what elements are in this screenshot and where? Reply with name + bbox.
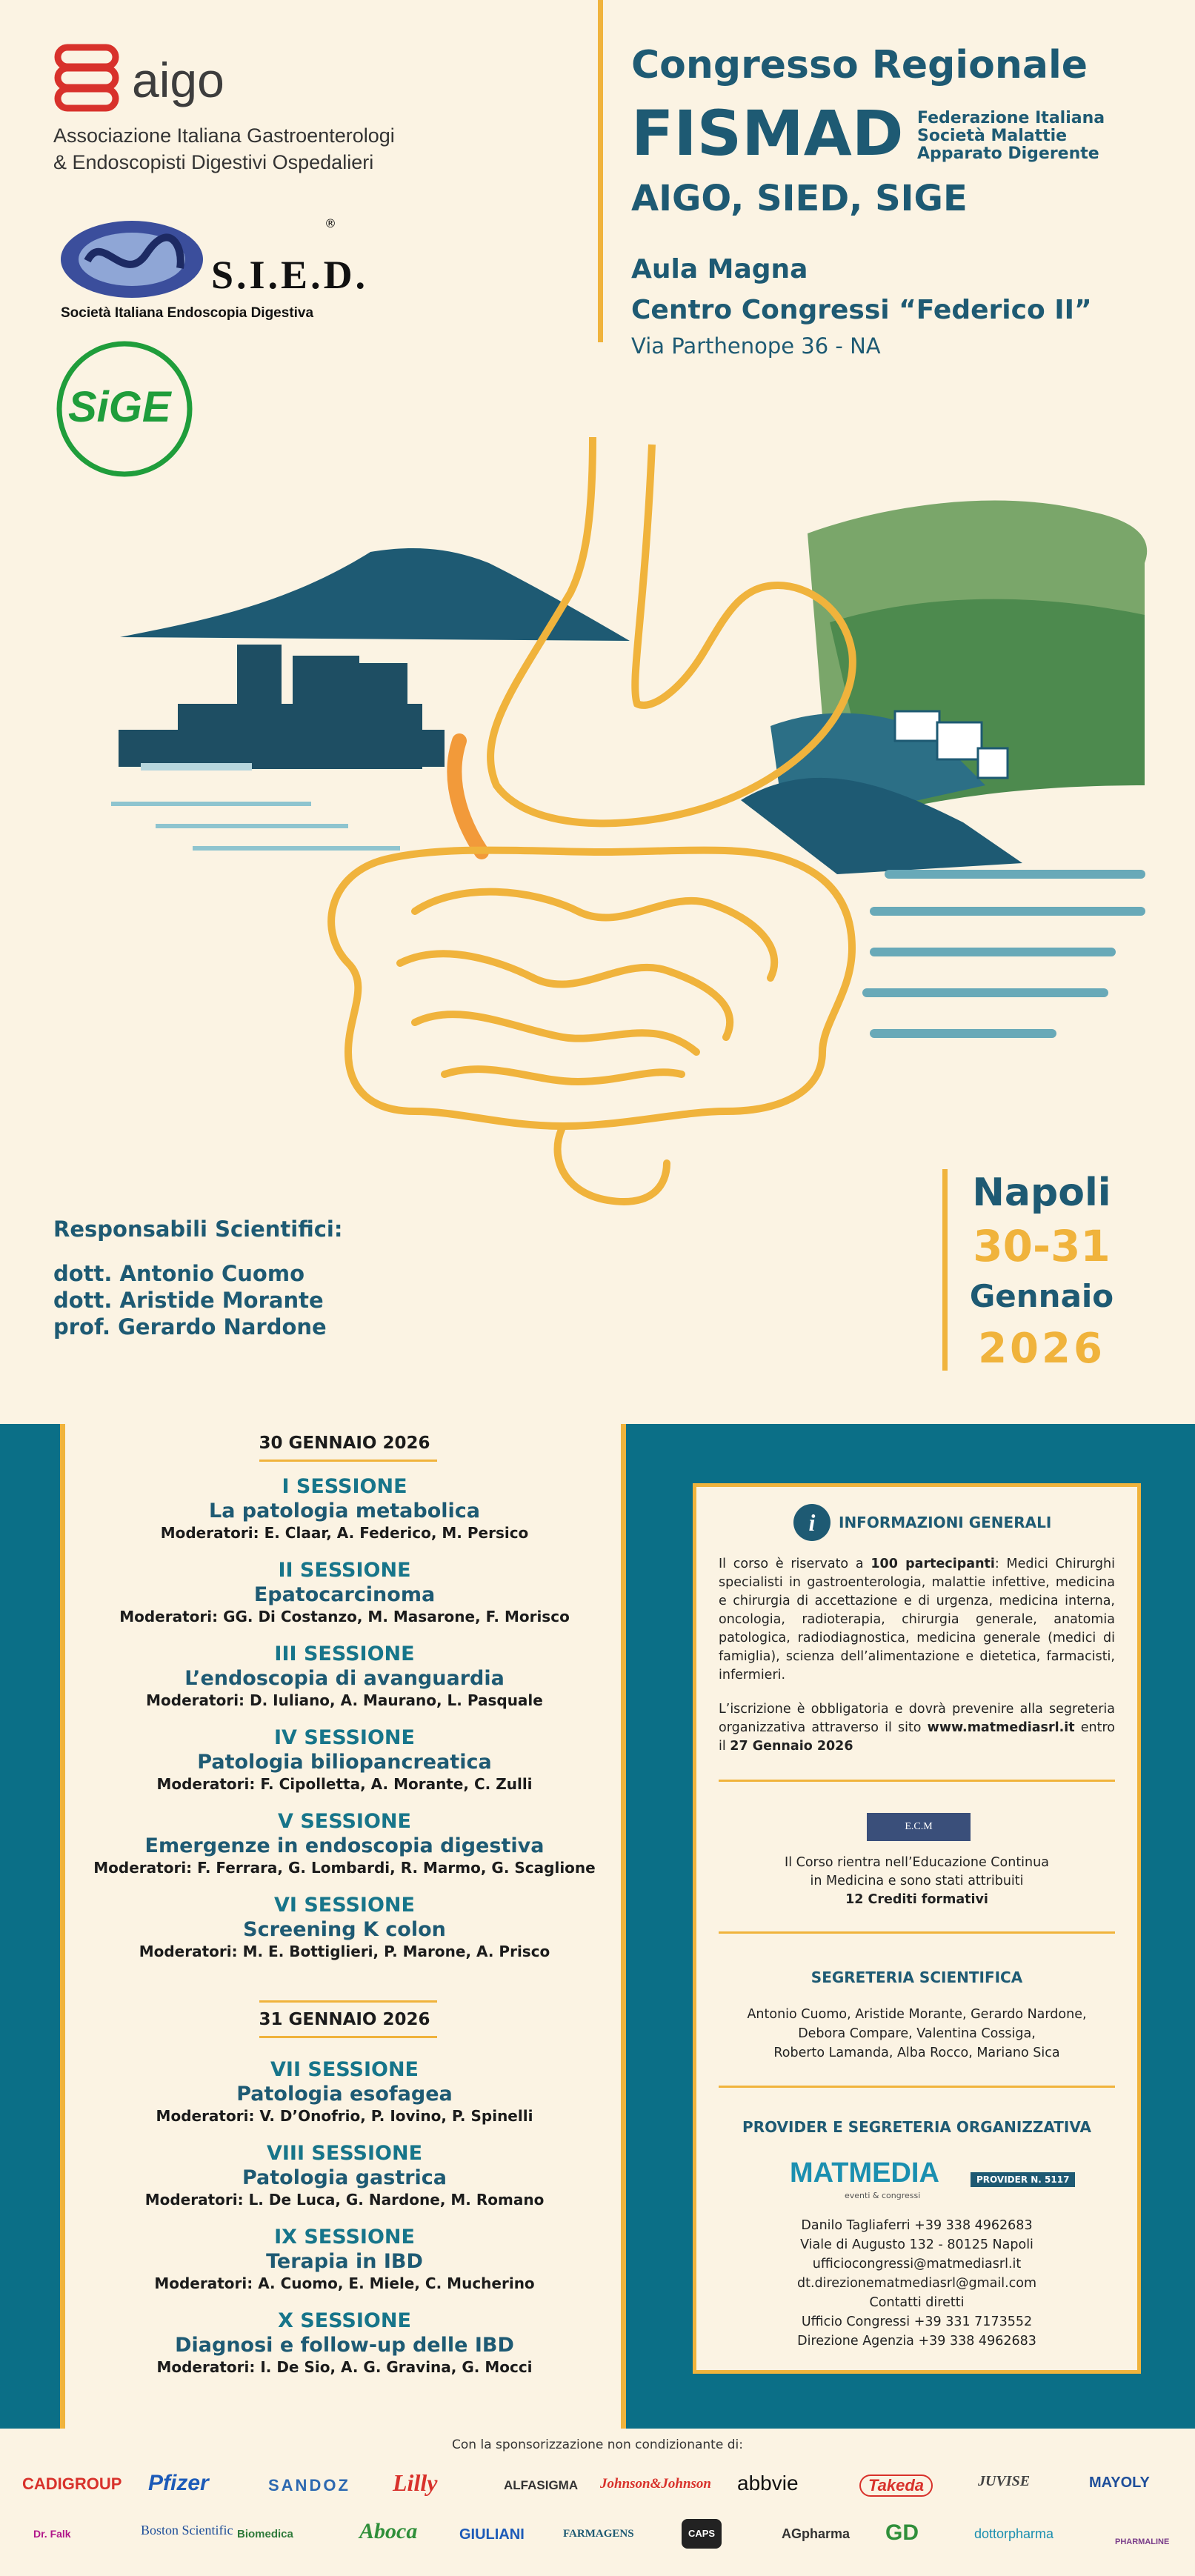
sponsor-logo: ALFASIGMA <box>504 2478 579 2492</box>
water-right-icon <box>867 874 1141 1034</box>
castle-icon <box>119 645 445 771</box>
date-year: 2026 <box>978 1325 1105 1373</box>
sponsor-logo: Takeda <box>859 2475 933 2497</box>
fismad-line1: Federazione Italiana <box>917 109 1105 127</box>
session-title: La patologia metabolica <box>208 1500 481 1522</box>
sponsor-logo: Lilly <box>393 2469 438 2496</box>
header-divider <box>598 0 603 342</box>
date-month: Gennaio <box>969 1278 1114 1314</box>
sponsor-logo: AGpharma <box>782 2526 851 2541</box>
info-paragraph-2: L’iscrizione è obbligatoria e dovrà prevenire alla segreteria organizzativa attraverso il sito www.matmediasrl.it entro il 27 Gennaio 2026 <box>719 1702 1115 1754</box>
responsabili-heading: Responsabili Scientifici: <box>53 1217 343 1242</box>
ecm-credits: 12 Crediti formativi <box>845 1892 988 1907</box>
session-number: IV SESSIONE <box>274 1726 415 1749</box>
sponsors-heading: Con la sponsorizzazione non condizionante di: <box>452 2437 743 2452</box>
session-title: Diagnosi e follow-up delle IBD <box>175 2334 514 2357</box>
digestive-system-illustration <box>0 370 1195 1222</box>
fismad-expansion <box>917 110 1105 163</box>
session-number: V SESSIONE <box>278 1810 411 1833</box>
sponsor-logo: JUVISE <box>978 2473 1031 2489</box>
session-title: Patologia biliopancreatica <box>197 1751 492 1774</box>
session-10 <box>65 2309 624 2377</box>
provider-badge: PROVIDER N. 5117 <box>971 2172 1075 2187</box>
venue-line1: Aula Magna <box>631 254 808 284</box>
sponsor-logo: Johnson&Johnson <box>600 2476 711 2492</box>
water-left-icon <box>111 804 400 848</box>
contact-line: Ufficio Congressi +39 331 7173552 <box>801 2314 1033 2329</box>
contact-line: Contatti diretti <box>869 2295 965 2310</box>
session-title: Patologia esofagea <box>236 2083 453 2106</box>
fismad-title: FISMAD <box>631 97 904 170</box>
svg-text:i: i <box>808 1509 816 1536</box>
info-panel <box>693 1483 1141 2374</box>
session-moderators: Moderatori: D. Iuliano, A. Maurano, L. Pasquale <box>146 1691 543 1709</box>
segreteria-line3: Roberto Lamanda, Alba Rocco, Mariano Sica <box>773 2046 1060 2060</box>
segreteria-line2: Debora Compare, Valentina Cossiga, <box>798 2026 1036 2041</box>
session-title: Screening K colon <box>243 1918 446 1941</box>
session-moderators: Moderatori: F. Cipolletta, A. Morante, C. Zulli <box>156 1775 533 1793</box>
session-2 <box>65 1558 624 1626</box>
session-4 <box>65 1725 624 1794</box>
ecm-line2: in Medicina e sono stati attribuiti <box>810 1874 1024 1888</box>
session-number: II SESSIONE <box>278 1559 411 1582</box>
session-number: VIII SESSIONE <box>266 2142 423 2165</box>
contact-line: ufficiocongressi@matmediasrl.it <box>812 2257 1022 2272</box>
session-number: X SESSIONE <box>278 2309 411 2332</box>
session-number: I SESSIONE <box>282 1475 407 1498</box>
sied-emblem-icon <box>58 216 206 302</box>
session-moderators: Moderatori: L. De Luca, G. Nardone, M. Romano <box>144 2191 545 2209</box>
aigo-subtitle-line1: Associazione Italiana Gastroenterologi <box>53 124 395 147</box>
session-moderators: Moderatori: E. Claar, A. Federico, M. Persico <box>160 1524 529 1542</box>
session-8 <box>65 2141 624 2209</box>
date-divider <box>942 1169 948 1371</box>
session-title: Patologia gastrica <box>242 2166 447 2189</box>
session-moderators: Moderatori: F. Ferrara, G. Lombardi, R. Marmo, G. Scaglione <box>93 1859 596 1877</box>
sied-wordmark: S.I.E.D. <box>211 253 369 297</box>
info-rule-3 <box>719 2086 1115 2088</box>
sponsor-logo: SANDOZ <box>268 2476 350 2495</box>
session-1 <box>65 1474 624 1542</box>
session-title: L’endoscopia di avanguardia <box>184 1667 505 1690</box>
sponsor-logo: Dr. Falk <box>33 2528 71 2540</box>
provider-title: PROVIDER E SEGRETERIA ORGANIZZATIVA <box>742 2118 1091 2136</box>
day2-rule-bottom <box>259 2036 437 2038</box>
fismad-line3: Apparato Digerente <box>917 144 1099 163</box>
aigo-mark-icon <box>52 43 122 113</box>
sponsor-logo: dottorpharma <box>974 2526 1054 2541</box>
aigo-wordmark: aigo <box>132 53 224 107</box>
responsabile-1: dott. Antonio Cuomo <box>53 1261 304 1286</box>
sponsor-logo: CAPS <box>682 2519 722 2549</box>
contact-line: Danilo Tagliaferri +39 338 4962683 <box>801 2218 1033 2233</box>
session-number: III SESSIONE <box>274 1643 415 1665</box>
info-paragraph-1: Il corso è riservato a 100 partecipanti: Medici Chirurghi specialisti in gastroenterologia, malattie infettive, medicina e chirurgia di accettazione e di urgenza, medicina interna, oncologia, radioterapia, chirurgia generale, anatomia patologica, radiodiagnostica, medicina generale (medici di famiglia), scienza dell’alimentazione e dietetica, farmacisti, infermieri. <box>719 1557 1115 1683</box>
coast-hills-icon <box>741 501 1147 874</box>
session-moderators: Moderatori: A. Cuomo, E. Miele, C. Mucherino <box>154 2274 535 2292</box>
societies-title: AIGO, SIED, SIGE <box>631 178 968 219</box>
session-moderators: Moderatori: GG. Di Costanzo, M. Masarone, F. Morisco <box>119 1608 570 1625</box>
sponsor-logo: Biomedica <box>237 2528 293 2540</box>
responsabile-2: dott. Aristide Morante <box>53 1288 324 1313</box>
sied-subtitle: Società Italiana Endoscopia Digestiva <box>61 305 314 321</box>
aigo-subtitle-line2: & Endoscopisti Digestivi Ospedalieri <box>53 151 374 173</box>
ecm-logo: E.C.M <box>867 1813 971 1841</box>
program-left-edge <box>60 1424 65 2429</box>
session-moderators: Moderatori: M. E. Bottiglieri, P. Marone, A. Prisco <box>139 1943 550 1960</box>
info-rule-2 <box>719 1931 1115 1934</box>
session-number: IX SESSIONE <box>274 2226 415 2249</box>
day1-rule <box>259 1460 437 1462</box>
info-rule-1 <box>719 1780 1115 1782</box>
sponsor-logo: FARMAGENS <box>563 2528 634 2540</box>
date-days: 30-31 <box>973 1221 1111 1271</box>
venue-address: Via Parthenope 36 - NA <box>631 333 881 359</box>
session-title: Epatocarcinoma <box>253 1583 436 1606</box>
contact-line: dt.direzionematmediasrl@gmail.com <box>796 2276 1037 2291</box>
sponsor-logo: CADIGROUP <box>22 2475 122 2493</box>
day2-heading: 31 GENNAIO 2026 <box>259 2010 430 2029</box>
sponsor-logo: GIULIANI <box>459 2526 525 2543</box>
info-icon <box>793 1503 831 1542</box>
session-title: Terapia in IBD <box>266 2250 423 2273</box>
matmedia-logo: MATMEDIA <box>790 2157 939 2189</box>
session-title: Emergenze in endoscopia digestiva <box>144 1834 545 1857</box>
sige-wordmark: SiGE <box>68 383 171 431</box>
session-3 <box>65 1642 624 1710</box>
info-title: INFORMAZIONI GENERALI <box>839 1514 1052 1531</box>
registered-icon: ® <box>324 216 336 230</box>
ecm-line1: Il Corso rientra nell’Educazione Continua <box>785 1855 1049 1870</box>
date-city: Napoli <box>972 1171 1111 1215</box>
session-number: VI SESSIONE <box>274 1894 415 1917</box>
fismad-line2: Società Malattie <box>917 127 1068 145</box>
matmedia-tagline: eventi & congressi <box>845 2191 921 2200</box>
responsabile-3: prof. Gerardo Nardone <box>53 1314 327 1339</box>
sponsor-logo: PHARMALINE <box>1115 2537 1170 2546</box>
segreteria-line1: Antonio Cuomo, Aristide Morante, Gerardo Nardone, <box>747 2007 1087 2022</box>
session-5 <box>65 1809 624 1877</box>
duodenum-icon <box>454 741 482 852</box>
segreteria-title: SEGRETERIA SCIENTIFICA <box>810 1968 1023 1986</box>
day2-rule-top <box>259 2000 437 2003</box>
sponsor-logo: abbvie <box>737 2472 799 2495</box>
session-number: VII SESSIONE <box>270 2058 419 2081</box>
sponsor-logo: Aboca <box>359 2519 418 2543</box>
sponsor-logo: Boston Scientific <box>141 2523 233 2537</box>
sponsor-logo: Pfizer <box>148 2471 209 2495</box>
session-moderators: Moderatori: V. D’Onofrio, P. Iovino, P. Spinelli <box>156 2107 533 2125</box>
session-9 <box>65 2225 624 2293</box>
contact-line: Direzione Agenzia +39 338 4962683 <box>797 2334 1036 2349</box>
day1-heading: 30 GENNAIO 2026 <box>259 1434 430 1453</box>
session-moderators: Moderatori: I. De Sio, A. G. Gravina, G. Mocci <box>156 2358 533 2376</box>
intestine-icon <box>331 851 852 1202</box>
aigo-subtitle <box>53 122 395 176</box>
congress-title: Congresso Regionale <box>631 43 1088 87</box>
sponsor-logo: MAYOLY <box>1089 2475 1150 2491</box>
contact-line: Viale di Augusto 132 - 80125 Napoli <box>800 2237 1033 2252</box>
session-7 <box>65 2057 624 2126</box>
sponsor-logo: GD <box>885 2520 919 2545</box>
session-6 <box>65 1893 624 1961</box>
venue-line2: Centro Congressi “Federico II” <box>631 295 1092 325</box>
